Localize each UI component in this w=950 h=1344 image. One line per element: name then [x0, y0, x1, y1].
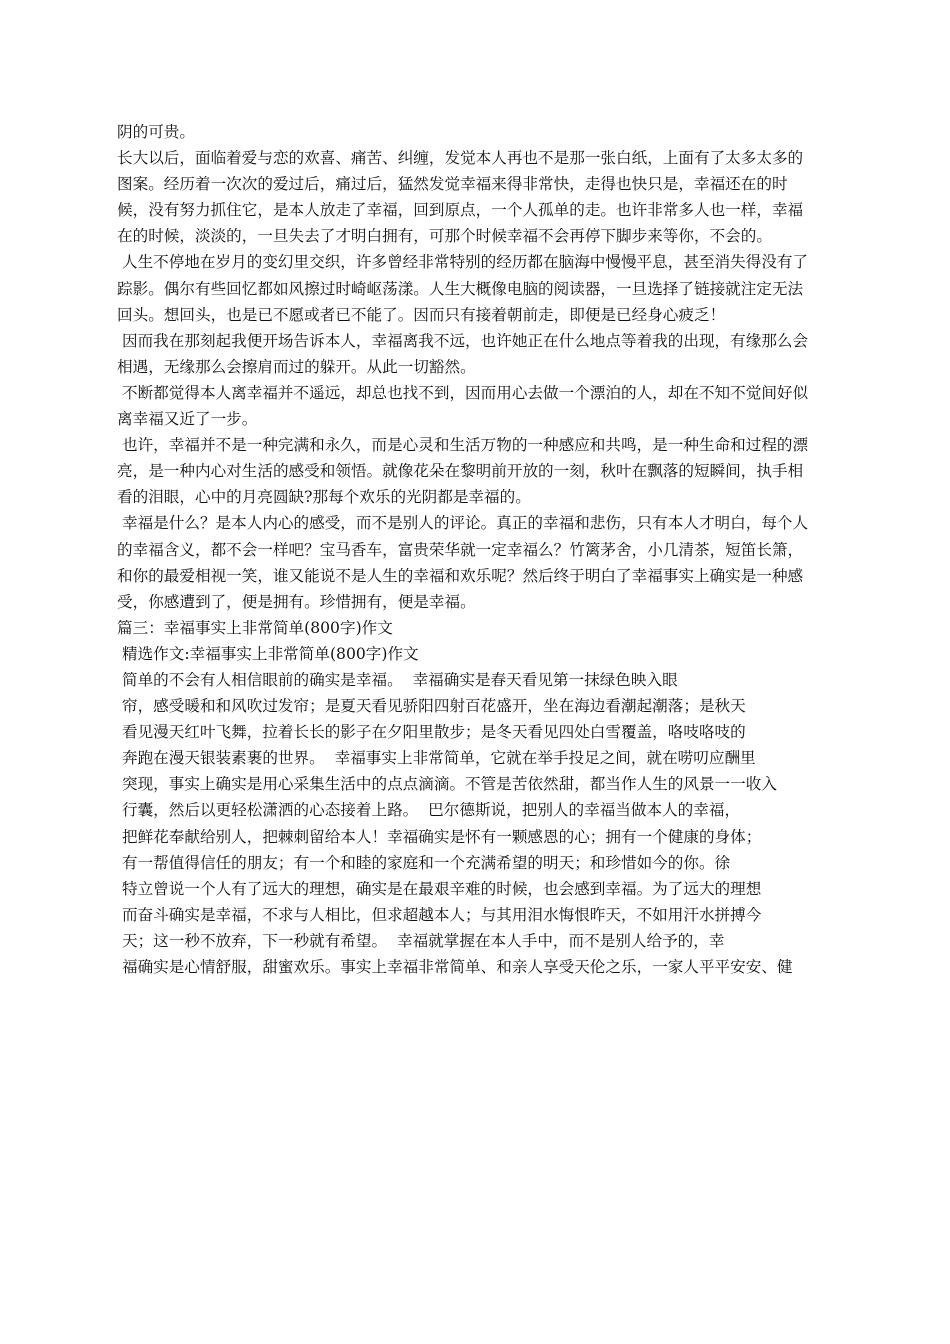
document-page: [117, 119, 813, 980]
paragraph: 精选作文:幸福事实上非常简单(800字)作文: [117, 644, 419, 663]
paragraph: 看见漫天红叶飞舞，拉着长长的影子在夕阳里散步；是冬天看见四处白雪覆盖，咯吱咯吱的: [117, 723, 746, 742]
paragraph: 不断都觉得本人离幸福并不遥远，却总也找不到，因而用心去做一个漂泊的人，却在不知不觉间好似离幸福又近了一步。: [117, 383, 809, 429]
paragraph: 人生不停地在岁月的变幻里交织，许多曾经非常特别的经历都在脑海中慢慢平息，甚至消失得没有了踪影。偶尔有些回忆都如风擦过时崎岖荡漾。人生大概像电脑的阅读器，一旦选择了链接就注定无法回头。想回头，也是已不愿或者已不能了。因而只有接着朝前走，即便是已经身心疲乏！: [117, 253, 809, 324]
paragraph: 帘，感受暖和和风吹过发帘；是夏天看见骄阳四射百花盛开，坐在海边看潮起潮落；是秋天: [117, 697, 746, 716]
paragraph: 特立曾说一个人有了远大的理想，确实是在最艰辛难的时候，也会感到幸福。为了远大的理想: [117, 879, 762, 898]
paragraph: 幸福是什么？是本人内心的感受，而不是别人的评论。真正的幸福和悲伤，只有本人才明白，每个人的幸福含义，都不会一样吧？宝马香车，富贵荣华就一定幸福么？竹篱茅舍，小几清茶，短笛长箫，和你的最爱相视一笑，谁又能说不是人生的幸福和欢乐呢？然后终于明白了幸福事实上确实是一种感受，你感遭到了，便是拥有。珍惜拥有，便是幸福。: [117, 514, 809, 611]
paragraph: 有一帮值得信任的朋友；有一个和睦的家庭和一个充满希望的明天；和珍惜如今的你。徐: [117, 853, 731, 872]
paragraph: 把鲜花奉献给别人，把棘刺留给本人！幸福确实是怀有一颗感恩的心；拥有一个健康的身体；: [117, 827, 762, 846]
paragraph: 长大以后，面临着爱与恋的欢喜、痛苦、纠缠，发觉本人再也不是那一张白纸，上面有了太多太多的图案。经历着一次次的爱过后，痛过后，猛然发觉幸福来得非常快，走得也快只是，幸福还在的时候，没有努力抓住它，是本人放走了幸福，回到原点，一个人孤单的走。也许非常多人也一样，幸福在的时候，淡淡的，一旦失去了才明白拥有，可那个时候幸福不会再停下脚步来等你，不会的。: [117, 149, 804, 246]
section-title: 篇三：幸福事实上非常简单(800字)作文: [117, 618, 393, 637]
paragraph: 阴的可贵。: [117, 123, 195, 141]
paragraph: 福确实是心情舒服，甜蜜欢乐。事实上幸福非常简单、和亲人享受天伦之乐，一家人平平安安、健: [117, 958, 793, 976]
paragraph: 天；这一秒不放弃，下一秒就有希望。 幸福就掌握在本人手中，而不是别人给予的，幸: [117, 931, 725, 950]
paragraph: 突现，事实上确实是用心采集生活中的点点滴滴。不管是苦依然甜，都当作人生的风景一一收入: [117, 775, 777, 794]
paragraph: 因而我在那刻起我便开场告诉本人，幸福离我不远，也许她正在什么地点等着我的出现，有缘那么会相遇，无缘那么会擦肩而过的躲开。从此一切豁然。: [117, 331, 809, 376]
paragraph: 也许，幸福并不是一种完满和永久，而是心灵和生活万物的一种感应和共鸣，是一种生命和过程的漂亮，是一种内心对生活的感受和领悟。就像花朵在黎明前开放的一刻，秋叶在飘落的短瞬间，执手相看的泪眼，心中的月亮圆缺?那每个欢乐的光阴都是幸福的。: [117, 436, 809, 507]
paragraph: 简单的不会有人相信眼前的确实是幸福。 幸福确实是春天看见第一抹绿色映入眼: [117, 670, 678, 689]
paragraph: 奔跑在漫天银装素裹的世界。 幸福事实上非常简单，它就在举手投足之间，就在唠叨应酬里: [117, 749, 756, 768]
paragraph: 而奋斗确实是幸福，不求与人相比，但求超越本人；与其用泪水悔恨昨天，不如用汗水拼搏今: [117, 905, 762, 924]
paragraph: 行囊，然后以更轻松潇洒的心态接着上路。 巴尔德斯说，把别人的幸福当做本人的幸福，: [117, 801, 741, 820]
